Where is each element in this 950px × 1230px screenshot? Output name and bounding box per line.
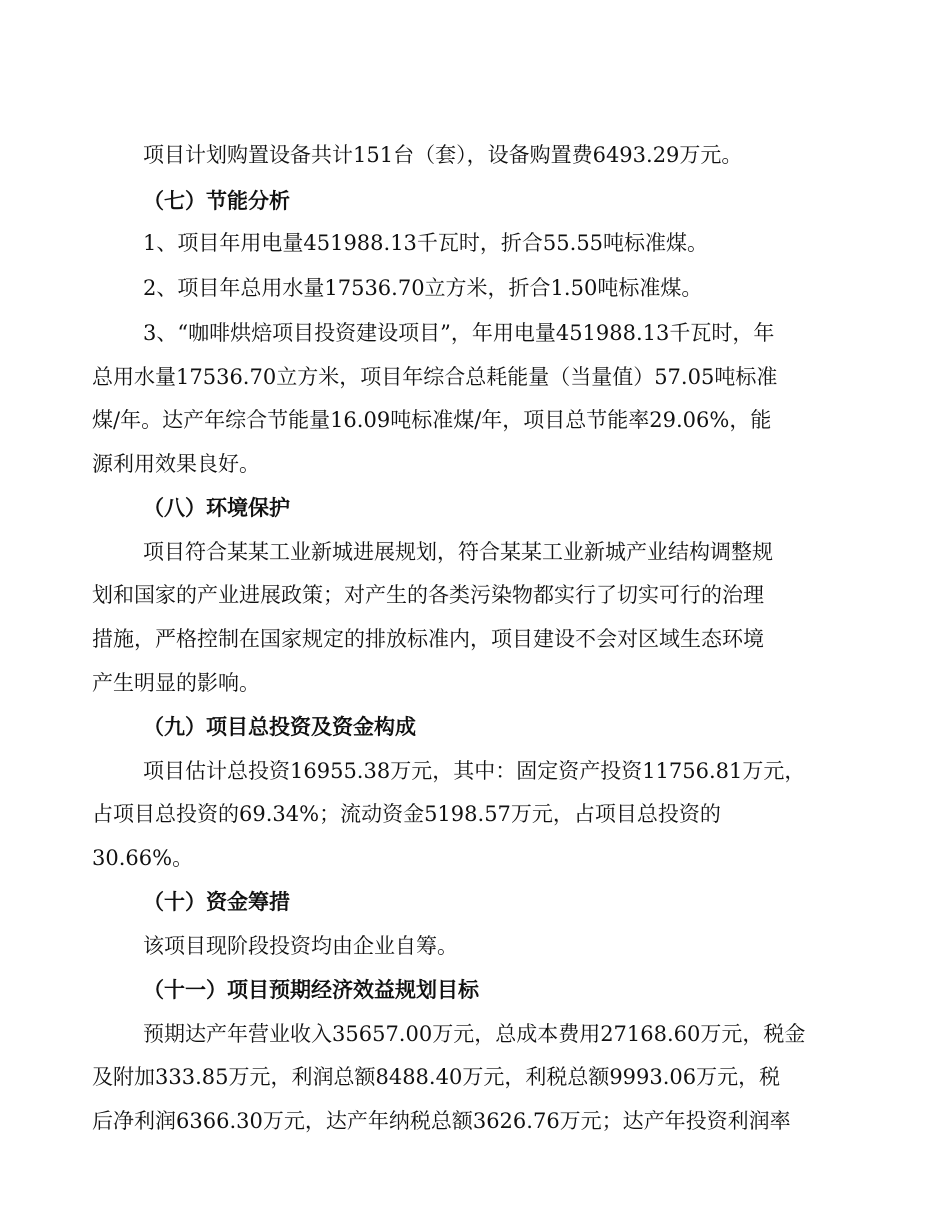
investment-line-1: 项目估计总投资16955.38万元，其中：固定资产投资11756.81万元， [143, 759, 806, 783]
environment-line-4: 产生明显的影响。 [92, 671, 260, 695]
energy-item-3-line-2: 总用水量17536.70立方米，项目年综合总耗能量（当量值）57.05吨标准 [92, 365, 778, 389]
environment-line-3: 措施，严格控制在国家规定的排放标准内，项目建设不会对区域生态环境 [92, 627, 764, 651]
section-heading-energy-saving: （七）节能分析 [143, 188, 290, 213]
paragraph-equipment-purchase: 项目计划购置设备共计151台（套），设备购置费6493.29万元。 [143, 143, 743, 167]
section-heading-economic-targets: （十一）项目预期经济效益规划目标 [143, 977, 479, 1002]
financing-line-1: 该项目现阶段投资均由企业自筹。 [143, 934, 458, 958]
economic-line-3: 后净利润6366.30万元，达产年纳税总额3626.76万元；达产年投资利润率 [92, 1109, 791, 1133]
energy-item-3-line-4: 源利用效果良好。 [92, 452, 260, 476]
investment-line-3: 30.66%。 [92, 846, 194, 870]
energy-item-2: 2、项目年总用水量17536.70立方米，折合1.50吨标准煤。 [143, 276, 703, 300]
energy-item-3-line-1: 3、“咖啡烘焙项目投资建设项目”，年用电量451988.13千瓦时，年 [143, 321, 775, 345]
environment-line-2: 划和国家的产业进展政策；对产生的各类污染物都实行了切实可行的治理 [92, 583, 764, 607]
economic-line-2: 及附加333.85万元，利润总额8488.40万元，利税总额9993.06万元，税 [92, 1065, 781, 1089]
section-heading-environment: （八）环境保护 [143, 495, 290, 520]
environment-line-1: 项目符合某某工业新城进展规划，符合某某工业新城产业结构调整规 [143, 540, 773, 564]
section-heading-financing: （十）资金筹措 [143, 889, 290, 914]
energy-item-1: 1、项目年用电量451988.13千瓦时，折合55.55吨标准煤。 [143, 231, 709, 255]
investment-line-2: 占项目总投资的69.34%；流动资金5198.57万元，占项目总投资的 [92, 802, 721, 826]
economic-line-1: 预期达产年营业收入35657.00万元，总成本费用27168.60万元，税金 [143, 1022, 806, 1046]
energy-item-3-line-3: 煤/年。达产年综合节能量16.09吨标准煤/年，项目总节能率29.06%，能 [92, 408, 772, 432]
section-heading-investment: （九）项目总投资及资金构成 [143, 714, 416, 739]
